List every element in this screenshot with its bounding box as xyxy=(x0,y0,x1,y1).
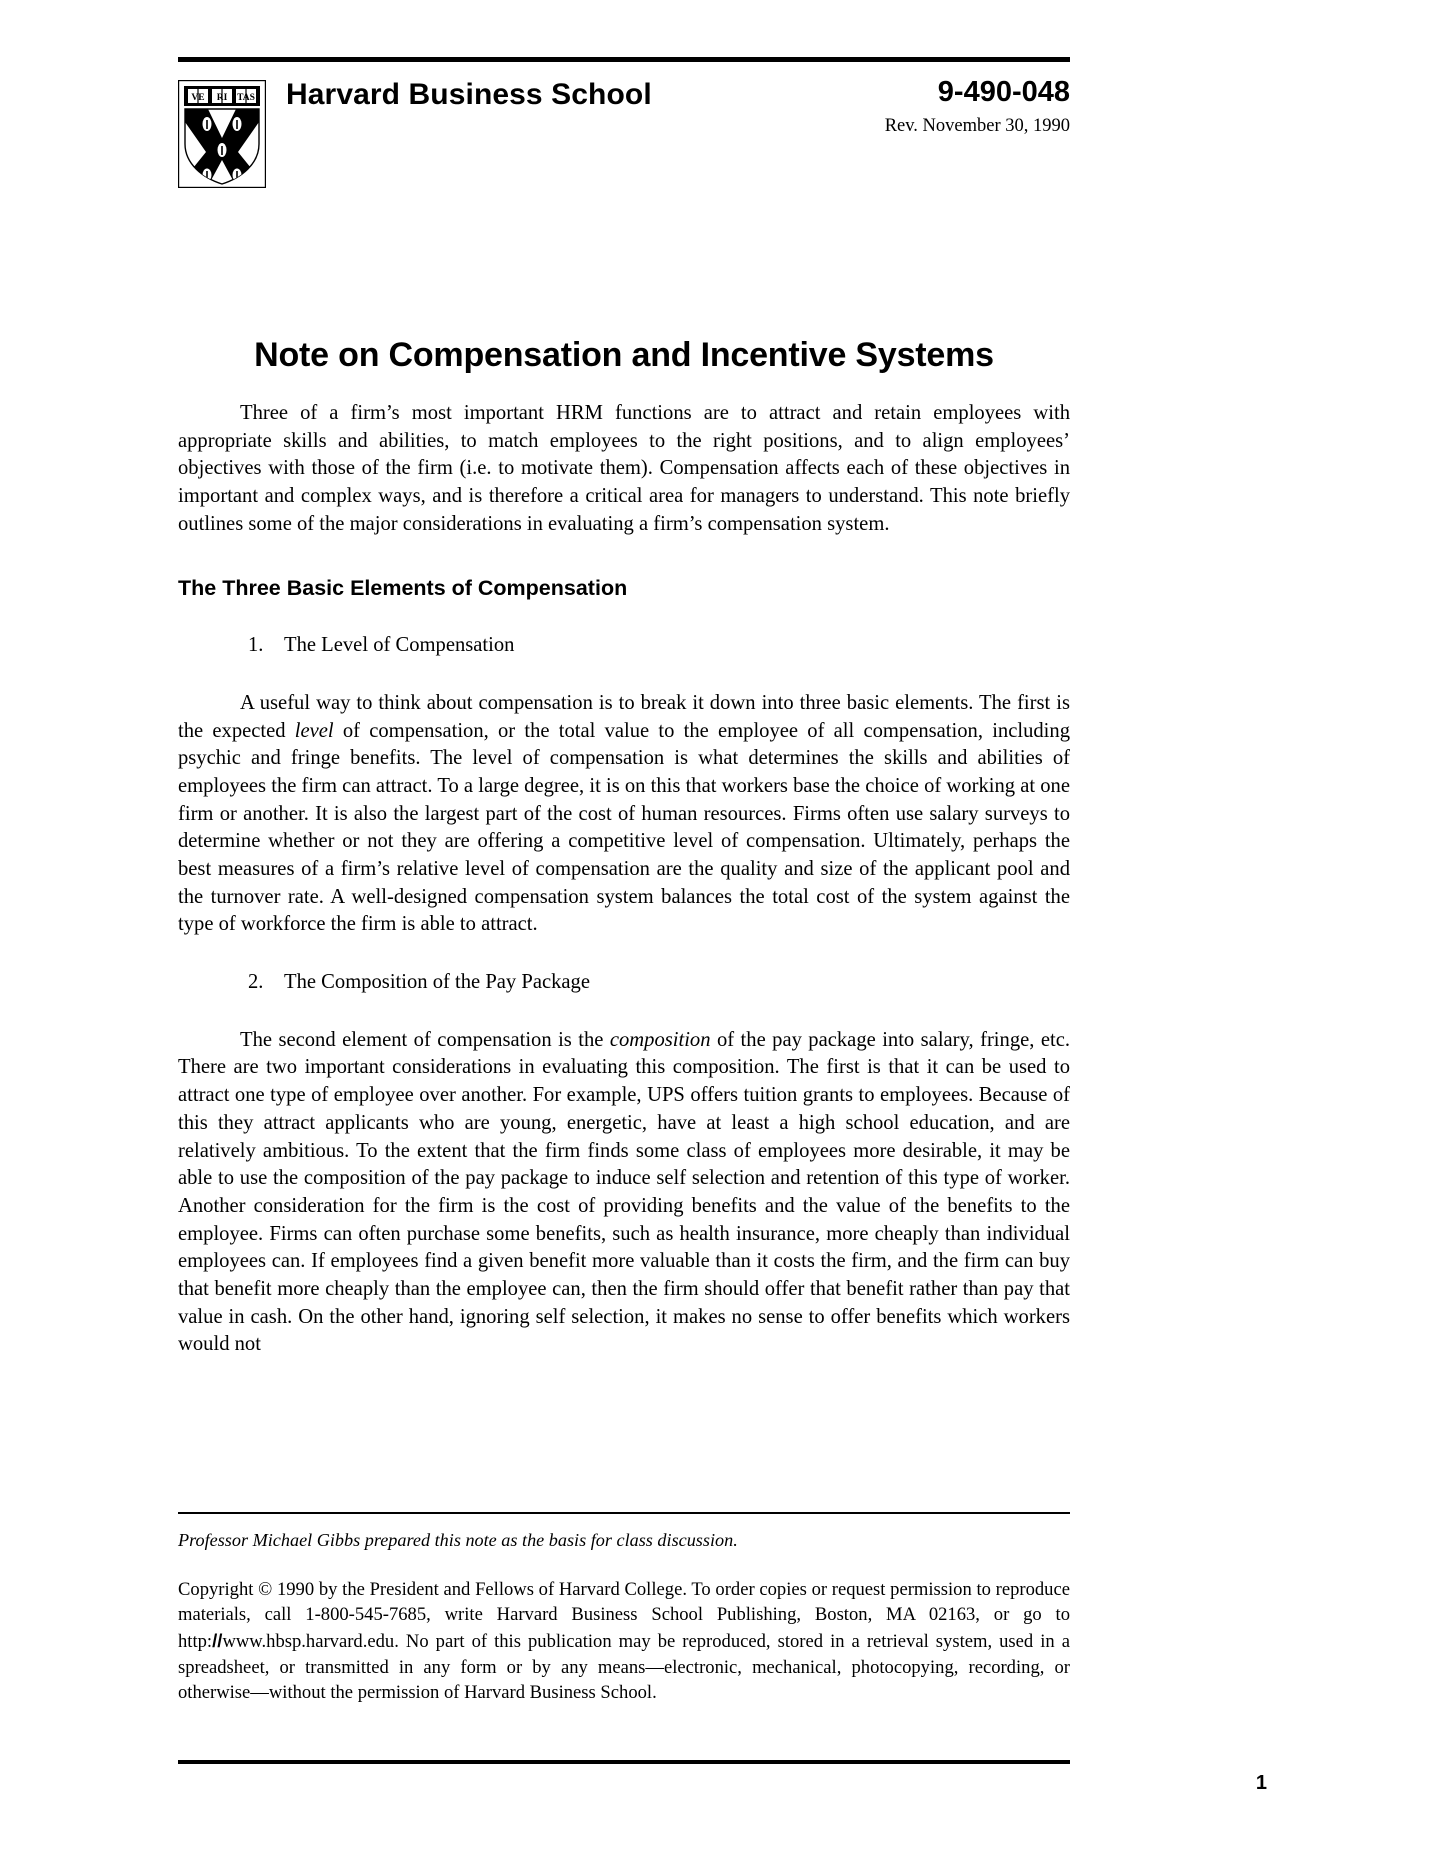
case-number: 9-490-048 xyxy=(937,76,1070,108)
harvard-shield-logo xyxy=(178,80,266,188)
intro-paragraph: Three of a firm’s most important HRM functions are to attract and retain employees with appropriate skills and abilities, to match employees to the right positions, and to align employees’ objectives with those of the firm (i.e. to motivate them). Compensation affects each of these objectives in important and complex ways, and is therefore a critical area for managers to understand. This note briefly outlines some of the major considerations in evaluating a firm’s compensation system. xyxy=(178,402,1070,535)
spacer xyxy=(178,602,1070,632)
copyright-notice xyxy=(178,1577,1070,1706)
masthead xyxy=(178,72,1070,192)
footer-rule xyxy=(178,1760,1070,1764)
document-body xyxy=(178,400,1070,1359)
list-item-label: The Composition of the Pay Package xyxy=(284,971,590,994)
paragraph-composition-of-pay xyxy=(178,1027,1070,1359)
para1-text-before: A useful way to think about compensation is to break it down into three basic elements. The first is the expected xyxy=(178,691,1070,742)
section-heading: The Three Basic Elements of Compensation xyxy=(178,576,628,601)
para1-text-after: of compensation, or the total value to the employee of all compensation, including psychic and fringe benefits. The level of compensation is what determines the skills and abilities of employees the firm can attract. To a large degree, it is on this that workers base the choice of working at one firm or another. It is also the largest part of the cost of human resources. Firms often use salary surveys to determine whether or not they are offering a competitive level of compensation. Ultimately, perhaps the best measures of a firm’s relative level of compensation are the quality and size of the applicant pool and the turnover rate. A well-designed compensation system balances the total cost of the system against the type of workforce the firm is able to attract. xyxy=(178,719,1070,936)
footnote-rule xyxy=(178,1512,1070,1514)
para2-emphasis: composition xyxy=(609,1028,711,1051)
paragraph-level-of-compensation xyxy=(178,690,1070,939)
copyright-text-part1: Copyright © 1990 by the President and Fellows of Harvard College. To order copies or request permission to reproduce materials, call 1-800-545-7685, write Harvard Business School Publishing, Boston, MA 02163, or go to http: xyxy=(178,1578,1070,1652)
copyright-text-part2: www.hbsp.harvard.edu. No part of this publication may be reproduced, stored in a retrieval system, used in a spreadsheet, or transmitted in any form or by any means—electronic, mechanical, photocopying, recording, or otherwise—without the permission of Harvard Business School. xyxy=(178,1630,1070,1704)
spacer xyxy=(178,939,1070,969)
svg-text:RI: RI xyxy=(216,93,228,103)
author-credit: Professor Michael Gibbs prepared this note as the basis for class discussion. xyxy=(178,1530,738,1550)
para2-text-after: of the pay package into salary, fringe, etc. There are two important considerations in evaluating this composition. The first is that it can be used to attract one type of employee over another. For example, UPS offers tuition grants to employees. Because of this they attract applicants who are young, energetic, have at least a high school education, and are relatively ambitious. To the extent that the firm finds some class of employees more desirable, it may be able to use the composition of the pay package to induce self selection and retention of this type of worker. Another consideration for the firm is the cost of providing benefits and the value of the benefits to the employee. Firms can often purchase some benefits, such as health insurance, more cheaply than individual employees can. If employees find a given benefit more valuable than it costs the firm, and the firm can buy that benefit more cheaply than the employee can, then the firm should offer that benefit rather than pay that value in cash. On the other hand, ignoring self selection, it makes no sense to offer benefits which workers would not xyxy=(178,1028,1070,1356)
header-rule xyxy=(178,57,1070,62)
school-name: Harvard Business School xyxy=(286,78,652,111)
revision-date: Rev. November 30, 1990 xyxy=(884,116,1070,136)
page-number: 1 xyxy=(1255,1772,1267,1794)
footnote-block xyxy=(178,1528,1070,1706)
para2-text-before: The second element of compensation is the xyxy=(240,1028,610,1051)
spacer xyxy=(178,538,1070,576)
spacer xyxy=(178,660,1070,690)
list-item-number: 1. xyxy=(248,634,264,657)
list-item xyxy=(178,969,1070,997)
svg-text:VE: VE xyxy=(191,93,205,103)
list-item xyxy=(178,632,1070,660)
url-slashes: // xyxy=(212,1629,223,1651)
page-title: Note on Compensation and Incentive Systems xyxy=(254,335,994,374)
list-item-label: The Level of Compensation xyxy=(284,634,515,657)
para1-emphasis: level xyxy=(294,719,334,742)
svg-text:TAS: TAS xyxy=(237,93,255,103)
list-item-number: 2. xyxy=(248,971,264,994)
spacer xyxy=(178,997,1070,1027)
